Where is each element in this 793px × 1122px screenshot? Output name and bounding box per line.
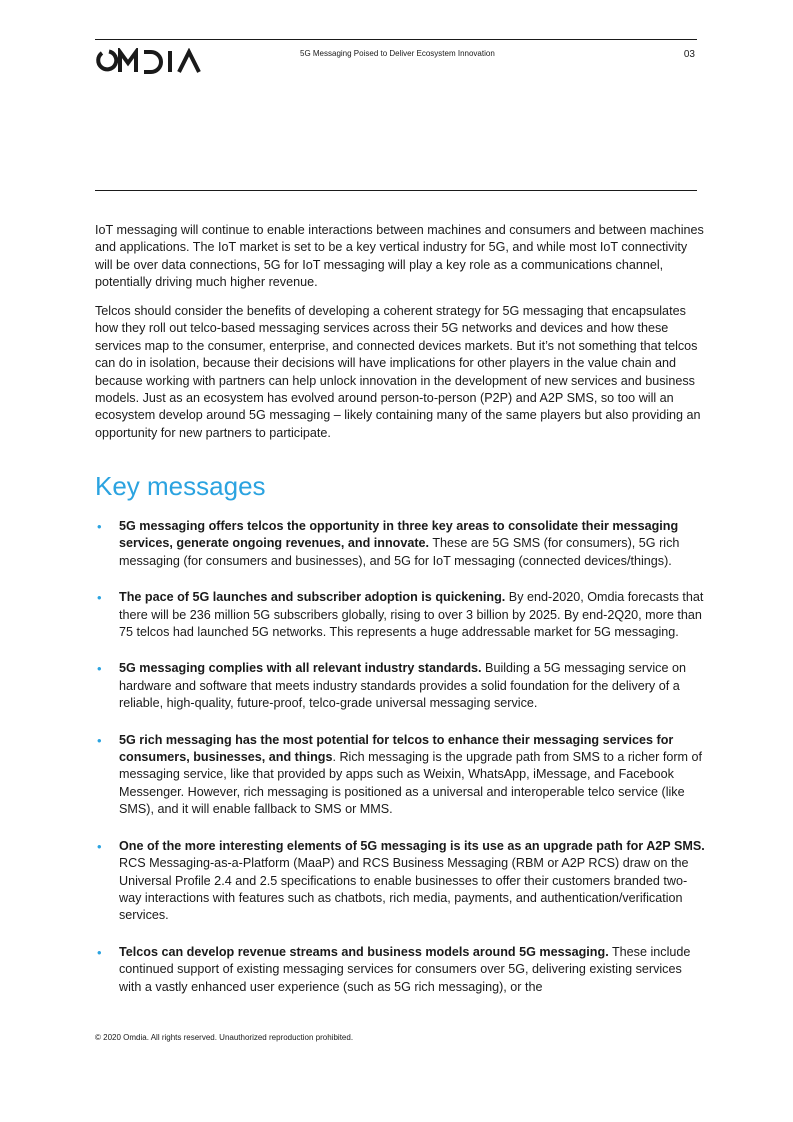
header-title: 5G Messaging Poised to Deliver Ecosystem Innovation	[300, 49, 495, 58]
key-message-lead: Telcos can develop revenue streams and business models around 5G messaging.	[119, 944, 609, 959]
section-heading: Key messages	[95, 471, 266, 501]
key-message-text: Building a 5G messaging service on hardware and software that meets industry standards provides a solid foundation for the delivery of a reliable, high-quality, future-proof, telco-grade universal messaging service.	[119, 661, 686, 711]
bullet-icon: •	[97, 661, 102, 677]
key-message-lead: 5G rich messaging has the most potential for telcos to enhance their messaging services for consumers, businesses, and things	[119, 732, 674, 765]
bullet-icon: •	[97, 838, 102, 854]
section-rule	[95, 190, 697, 191]
body-paragraph: IoT messaging will continue to enable interactions between machines and consumers and between machines and applications. The IoT market is set to be a key vertical industry for 5G, and while most IoT connectivity will be over data connections, 5G for IoT messaging will play a key role as a communications channel, potentially driving much higher revenue.	[95, 223, 704, 290]
key-message-text: These are 5G SMS (for consumers), 5G rich messaging (for consumers and businesses), and 5G for IoT messaging (connected devices/things).	[119, 536, 680, 568]
key-messages-list	[95, 518, 707, 1015]
page-number: 03	[683, 49, 695, 60]
bullet-icon: •	[97, 944, 102, 960]
key-message-item	[95, 518, 707, 570]
key-message-text: . Rich messaging is the upgrade path from SMS to a richer form of messaging service, like that provided by apps such as Weixin, WhatsApp, iMessage, and Facebook Messenger. However, rich messaging is positioned as a universal and interoperable telco service (like SMS), and it will enable fallback to SMS or MMS.	[119, 750, 703, 817]
key-message-item	[95, 660, 707, 712]
key-message-text: RCS Messaging-as-a-Platform (MaaP) and RCS Business Messaging (RBM or A2P RCS) draw on the Universal Profile 2.4 and 2.5 specifications to enable businesses to offer their customers branded two-way interactions with features such as chatbots, rich media, payments, and authentication/verification services.	[119, 856, 689, 923]
key-message-text: These include continued support of existing messaging services for consumers over 5G, delivering existing services with a vastly enhanced user experience (such as 5G rich messaging), or the	[119, 944, 691, 994]
key-message-lead: 5G messaging complies with all relevant industry standards.	[119, 661, 482, 676]
key-message-lead: One of the more interesting elements of 5G messaging is its use as an upgrade path for A2P SMS.	[119, 838, 705, 853]
key-message-item	[95, 838, 707, 925]
key-message-item	[95, 589, 707, 641]
key-message-lead: The pace of 5G launches and subscriber adoption is quickening.	[119, 590, 506, 605]
body-paragraph: Telcos should consider the benefits of developing a coherent strategy for 5G messaging that encapsulates how they roll out telco-based messaging services across their 5G networks and devices and how these services map to the consumer, enterprise, and connected devices markets. But it’s not something that telcos can do in isolation, because their decisions will have implications for other players in the value chain and because working with partners can help unlock innovation in the development of new services and business models. Just as an ecosystem has evolved around person-to-person (P2P) and A2P SMS, so too will an ecosystem develop around 5G messaging – likely containing many of the same players but also providing an opportunity for new partners to participate.	[95, 304, 701, 440]
key-message-lead: 5G messaging offers telcos the opportunity in three key areas to consolidate their messaging services, generate ongoing revenues, and innovate.	[119, 519, 679, 551]
key-message-item	[95, 732, 707, 819]
bullet-icon: •	[97, 590, 102, 606]
bullet-icon: •	[97, 732, 102, 748]
omdia-logo	[95, 48, 203, 74]
omdia-logo-icon	[95, 48, 203, 74]
key-message-text: By end-2020, Omdia forecasts that there will be 236 million 5G subscribers globally, rising to over 3 billion by 2025. By end-2Q20, more than 75 telcos had launched 5G networks. This represents a huge addressable market for 5G messaging.	[119, 590, 704, 640]
key-message-item	[95, 944, 707, 996]
bullet-icon: •	[97, 519, 102, 534]
copyright-notice: © 2020 Omdia. All rights reserved. Unauthorized reproduction prohibited.	[95, 1033, 354, 1042]
header-rule	[95, 39, 697, 40]
